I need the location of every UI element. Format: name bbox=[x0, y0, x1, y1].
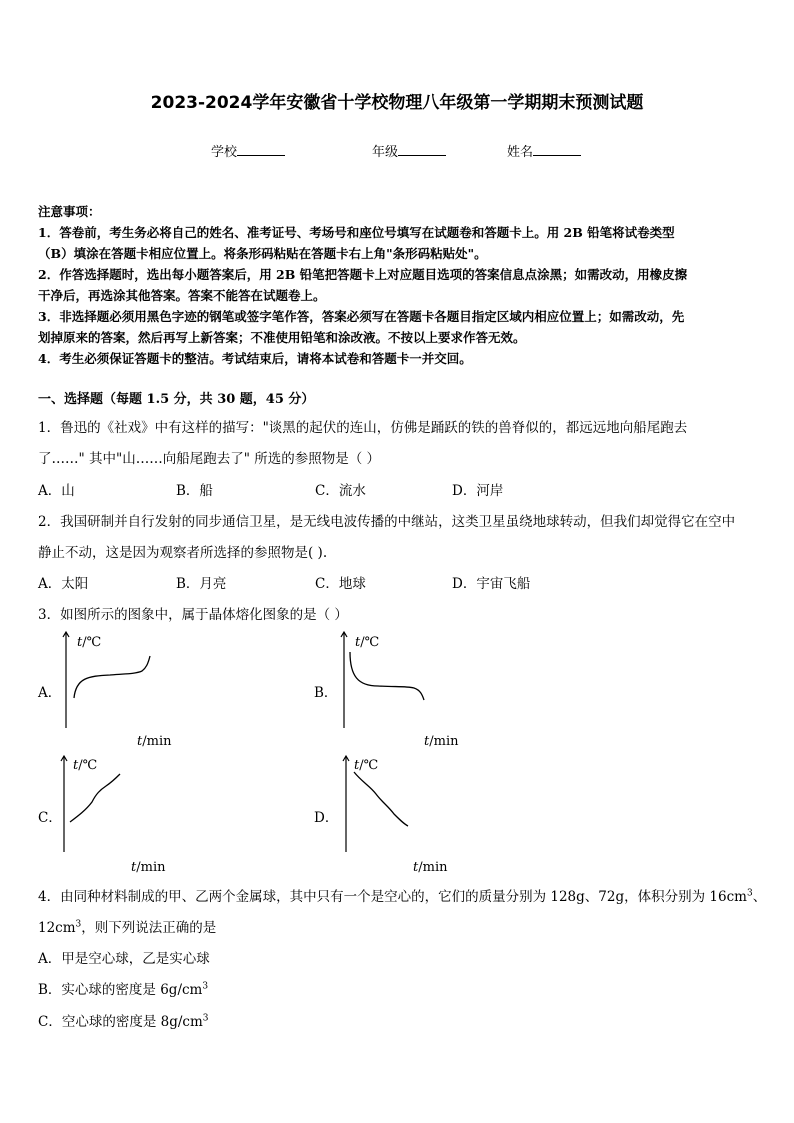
q3-option-b-label[interactable]: B． bbox=[314, 685, 338, 701]
q2-stem-line1: 2．我国研制并自行发射的同步通信卫星，是无线电波传播的中继站，这类卫星虽绕地球转动，但我们却觉得它在空中 bbox=[38, 514, 736, 530]
q1-option-c[interactable]: C．流水 bbox=[315, 483, 366, 499]
graph-d-y-label: t/℃ bbox=[354, 758, 379, 773]
q2-option-c[interactable]: C．地球 bbox=[315, 576, 366, 592]
axes bbox=[61, 756, 67, 852]
name-label: 姓名 bbox=[507, 145, 534, 160]
q4-stem-line2: $12cm^3$，则下列说法正确的是 bbox=[38, 919, 217, 936]
q3-option-c-label[interactable]: C． bbox=[38, 810, 62, 826]
q2-option-a[interactable]: A．太阳 bbox=[38, 576, 89, 592]
q4-stem-line1: 4．由同种材料制成的甲、乙两个金属球，其中只有一个是空心的，它们的质量分别为 128g、72g，体积分别为 $16cm^3$、 bbox=[38, 888, 767, 905]
notice-heading: 注意事项： bbox=[38, 204, 101, 219]
q3-option-a-label[interactable]: A． bbox=[38, 685, 62, 701]
notice-line: 1．答卷前，考生务必将自己的姓名、准考证号、考场号和座位号填写在试题卷和答题卡上。用 2B 铅笔将试卷类型 bbox=[38, 225, 675, 240]
q2-option-b[interactable]: B．月亮 bbox=[176, 576, 227, 592]
notice-block bbox=[38, 201, 687, 369]
section-heading: 一、选择题（每题 1.5 分，共 30 题，45 分） bbox=[38, 392, 315, 407]
q1-option-b[interactable]: B．船 bbox=[176, 483, 213, 499]
notice-line: 3．非选择题必须用黑色字迹的钢笔或签字笔作答，答案必须写在答题卡各题目指定区域内相应位置上；如需改动，先 bbox=[38, 309, 685, 324]
notice-line: （B）填涂在答题卡相应位置上。将条形码粘贴在答题卡右上角"条形码粘贴处"。 bbox=[38, 246, 487, 261]
axes bbox=[341, 632, 347, 728]
curve bbox=[74, 656, 150, 698]
notice-line: 2．作答选择题时，选出每小题答案后，用 2B 铅笔把答题卡上对应题目选项的答案信息点涂黑；如需改动，用橡皮擦 bbox=[38, 267, 688, 282]
school-field[interactable] bbox=[211, 141, 285, 160]
notice-line: 干净后，再选涂其他答案。答案不能答在试题卷上。 bbox=[38, 288, 326, 303]
curve bbox=[350, 652, 424, 700]
q4-option-c[interactable]: C．空心球的密度是 $8g/cm^3$ bbox=[38, 1013, 209, 1030]
q2-stem-line2: 静止不动，这是因为观察者所选择的参照物是( ). bbox=[38, 545, 328, 561]
name-blank[interactable] bbox=[533, 143, 581, 156]
school-blank[interactable] bbox=[237, 143, 285, 156]
name-field[interactable] bbox=[507, 141, 581, 160]
graph-a-x-label: t/min bbox=[137, 734, 172, 749]
q1-stem-line1: 1．鲁迅的《社戏》中有这样的描写："谈黑的起伏的连山，仿佛是踊跃的铁的兽脊似的，都远远地向船尾跑去 bbox=[38, 420, 688, 436]
axes bbox=[63, 632, 69, 728]
graph-a-y-label: t/℃ bbox=[77, 635, 102, 650]
q3-option-d-label[interactable]: D． bbox=[314, 810, 339, 826]
q1-stem-line2: 了……" 其中"山……向船尾跑去了" 所选的参照物是（ ） bbox=[38, 451, 381, 467]
graph-c-x-label: t/min bbox=[131, 860, 166, 875]
axes bbox=[343, 756, 349, 852]
school-label: 学校 bbox=[211, 145, 238, 160]
notice-line: 4．考生必须保证答题卡的整洁。考试结束后，请将本试卷和答题卡一并交回。 bbox=[38, 351, 472, 366]
curve bbox=[70, 774, 120, 822]
graph-b-x-label: t/min bbox=[424, 734, 459, 749]
curve bbox=[354, 772, 408, 826]
q2-option-d[interactable]: D．宇宙飞船 bbox=[452, 576, 531, 592]
grade-label: 年级 bbox=[372, 145, 399, 160]
q4-option-b[interactable]: B．实心球的密度是 $6g/cm^3$ bbox=[38, 981, 209, 998]
q4-option-a[interactable]: A．甲是空心球，乙是实心球 bbox=[38, 951, 210, 967]
grade-blank[interactable] bbox=[398, 143, 446, 156]
graph-c-y-label: t/℃ bbox=[73, 758, 98, 773]
q1-option-a[interactable]: A．山 bbox=[38, 483, 75, 499]
q1-option-d[interactable]: D．河岸 bbox=[452, 483, 504, 499]
graph-d-x-label: t/min bbox=[413, 860, 448, 875]
graph-b-y-label: t/℃ bbox=[355, 635, 380, 650]
grade-field[interactable] bbox=[372, 141, 446, 160]
page-title: 2023-2024学年安徽省十学校物理八年级第一学期期末预测试题 bbox=[150, 93, 644, 113]
notice-line: 划掉原来的答案，然后再写上新答案；不准使用铅笔和涂改液。不按以上要求作答无效。 bbox=[38, 330, 526, 345]
q3-stem: 3．如图所示的图象中，属于晶体熔化图象的是（ ） bbox=[38, 607, 348, 623]
